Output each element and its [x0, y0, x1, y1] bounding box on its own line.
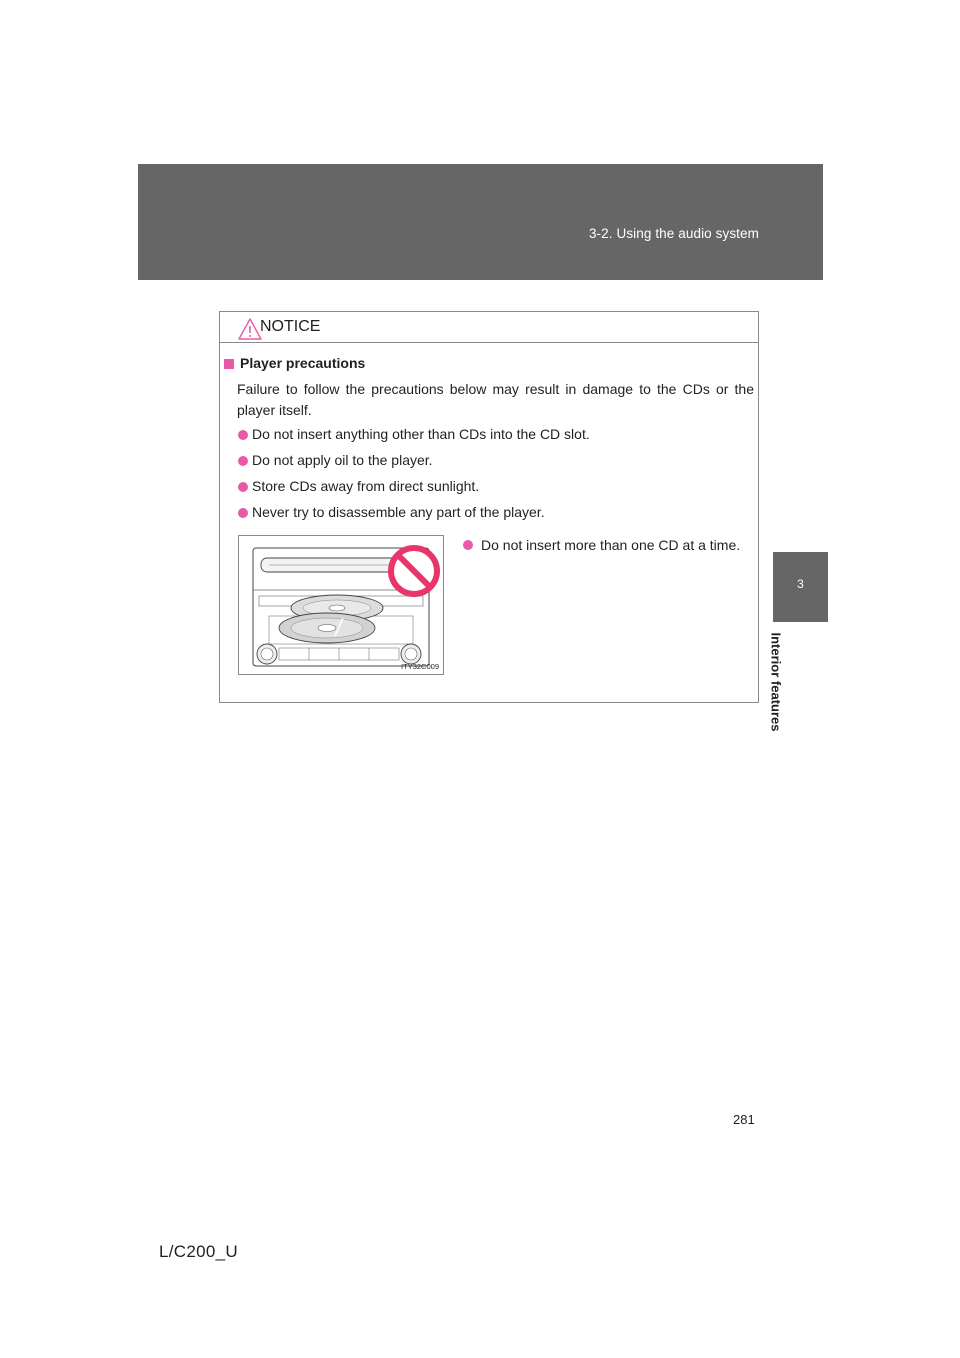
list-item-text: Do not apply oil to the player.	[252, 452, 433, 468]
chapter-label: Interior features	[768, 632, 784, 732]
document-code: L/C200_U	[159, 1242, 238, 1261]
list-item-text: Never try to disassemble any part of the player.	[252, 504, 545, 520]
figure-bullet-text: Do not insert more than one CD at a time.	[481, 537, 741, 553]
chapter-number: 3	[797, 577, 804, 591]
chapter-label-container	[756, 622, 796, 742]
list-item	[238, 451, 433, 469]
bullet-dot-icon	[463, 540, 473, 550]
notice-box	[219, 311, 759, 703]
square-bullet-icon	[224, 359, 234, 369]
list-item	[238, 503, 545, 521]
list-item-text: Do not insert anything other than CDs into the CD slot.	[252, 426, 590, 442]
bullet-dot-icon	[238, 456, 248, 466]
header-band	[138, 164, 823, 280]
intro-paragraph: Failure to follow the precautions below may result in damage to the CDs or the player itself.	[237, 381, 754, 418]
figure-code: ITY32C009	[401, 662, 439, 671]
list-item	[238, 425, 590, 443]
bullet-dot-icon	[238, 430, 248, 440]
cd-player-illustration	[238, 535, 444, 675]
notice-title: NOTICE	[260, 318, 321, 335]
prohibition-sign-icon	[391, 548, 437, 594]
page-number: 281	[733, 1112, 755, 1127]
bullet-dot-icon	[238, 508, 248, 518]
section-title: 3-2. Using the audio system	[588, 226, 759, 241]
section-heading	[224, 355, 365, 371]
figure-bullet	[463, 535, 750, 555]
notice-header	[220, 312, 758, 343]
list-item-text: Store CDs away from direct sunlight.	[252, 478, 480, 494]
chapter-tab	[773, 552, 828, 622]
list-item	[238, 477, 479, 495]
heading-text: Player precautions	[240, 355, 366, 371]
cd-player-drawing	[239, 536, 445, 676]
bullet-dot-icon	[238, 482, 248, 492]
